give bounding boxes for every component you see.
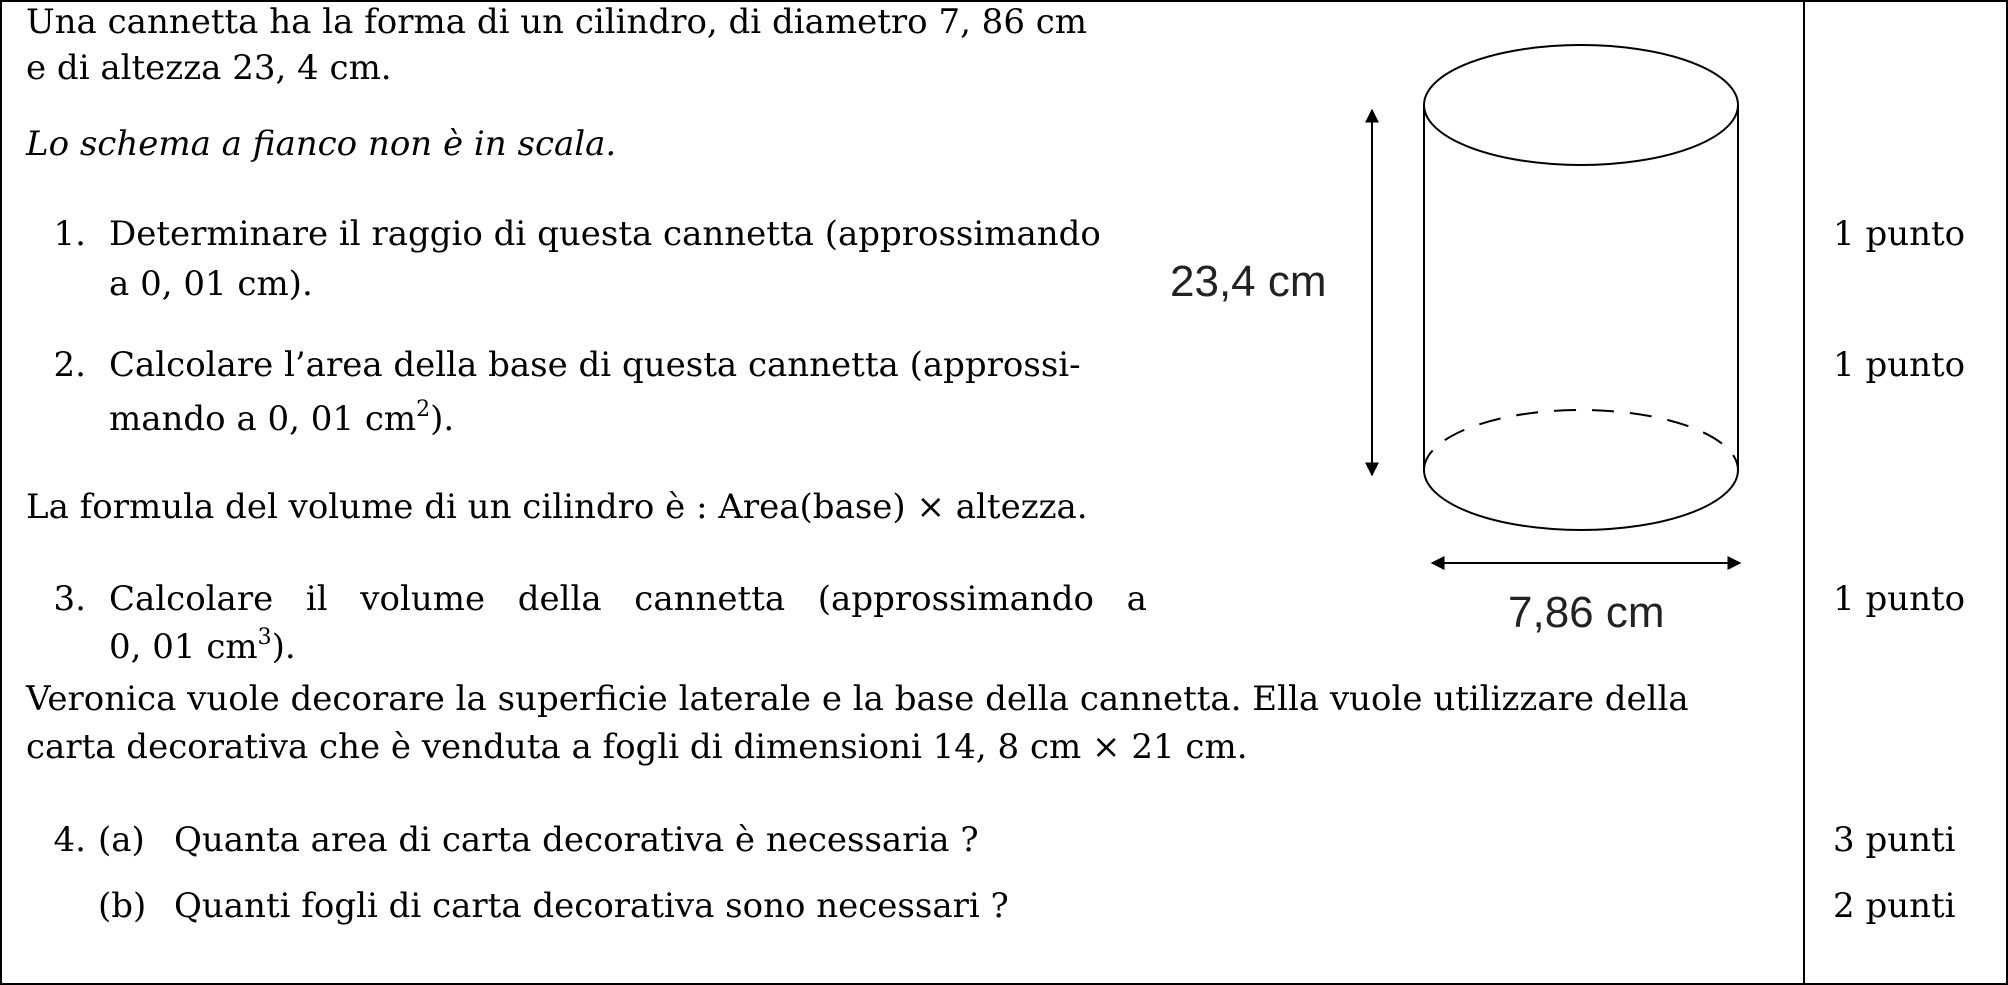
q4b-points: 2 punti (1833, 886, 1956, 926)
veronica-line-2: carta decorativa che è venduta a fogli di dimensioni 14, 8 cm × 21 cm. (26, 727, 1248, 767)
intro-line-2: e di altezza 23, 4 cm. (26, 48, 392, 88)
q4-number: 4. (53, 820, 86, 860)
q4a-points: 3 punti (1833, 820, 1956, 860)
volume-formula: La formula del volume di un cilindro è : Area(base) × altezza. (26, 487, 1088, 527)
q3-line-1: Calcolare il volume della cannetta (approssimando a (109, 579, 1147, 619)
q2-line-1: Calcolare l’area della base di questa cannetta (approssi- (109, 345, 1081, 385)
q3-line-2: 0, 01 $cm^3$). (109, 625, 296, 667)
q1-points: 1 punto (1833, 214, 1966, 254)
q2-line-2: mando a 0, 01 $cm^2$). (109, 397, 455, 439)
q3-number: 3. (53, 579, 86, 619)
q1-number: 1. (53, 214, 86, 254)
q2-number: 2. (53, 345, 86, 385)
cylinder-bottom-back-arc (1424, 410, 1738, 470)
q4a-text: Quanta area di carta decorativa è necessaria ? (174, 820, 979, 860)
q3-points: 1 punto (1833, 579, 1966, 619)
q1-line-1: Determinare il raggio di questa cannetta (approssimando (109, 214, 1101, 254)
height-label: 23,4 cm (1170, 257, 1327, 306)
cylinder-bottom-front-arc (1424, 470, 1738, 530)
scale-note: Lo schema a fianco non è in scala. (26, 124, 617, 164)
diameter-label: 7,86 cm (1508, 588, 1665, 637)
cylinder-top-ellipse (1424, 45, 1738, 165)
q4b-label: (b) (98, 886, 147, 926)
intro-line-1: Una cannetta ha la forma di un cilindro, di diametro 7, 86 cm (26, 2, 1088, 42)
q4a-label: (a) (98, 820, 145, 860)
q4b-text: Quanti fogli di carta decorativa sono necessari ? (174, 886, 1009, 926)
q1-line-2: a 0, 01 cm). (109, 264, 313, 304)
veronica-line-1: Veronica vuole decorare la superficie laterale e la base della cannetta. Ella vuole utilizzare della (26, 679, 1689, 719)
q2-points: 1 punto (1833, 345, 1966, 385)
